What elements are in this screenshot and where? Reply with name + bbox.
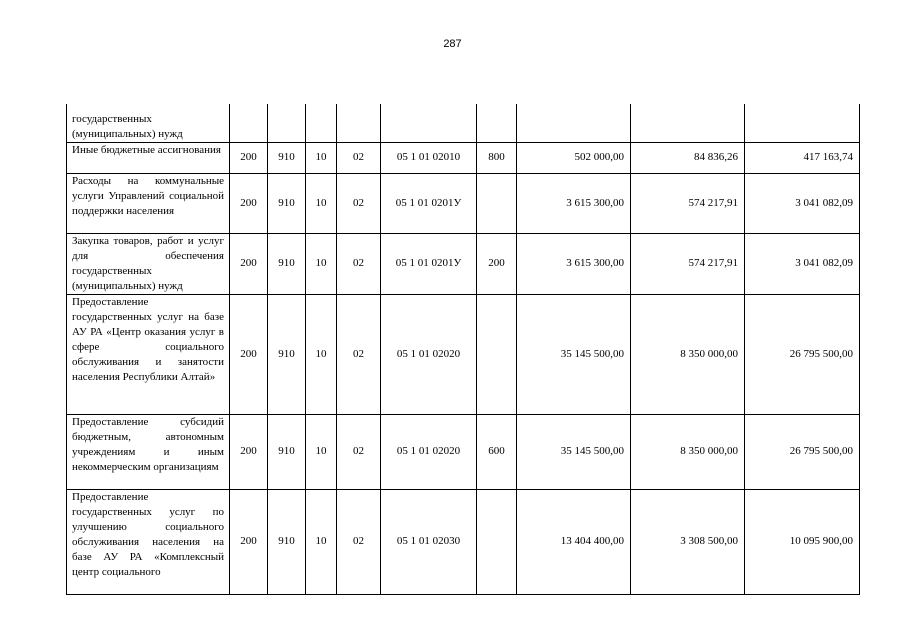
cell-target-article: 05 1 01 02030 — [381, 489, 477, 594]
table-row — [67, 414, 860, 489]
cell-expense-type — [477, 104, 517, 142]
cell-code-1: 200 — [230, 173, 268, 233]
page-number: 287 — [443, 38, 462, 50]
cell-value-3: 10 095 900,00 — [745, 489, 860, 594]
cell-expense-type — [477, 173, 517, 233]
cell-expense-type: 800 — [477, 142, 517, 173]
row-name: Предоставление государственных услуг на базе АУ РА «Центр оказания услуг в сфере социального обслуживания и занятости населения Республики Алтай» — [67, 294, 230, 414]
cell-expense-type: 600 — [477, 414, 517, 489]
cell-code-4: 02 — [337, 142, 381, 173]
table-row — [67, 233, 860, 294]
cell-value-3: 3 041 082,09 — [745, 173, 860, 233]
cell-target-article: 05 1 01 02010 — [381, 142, 477, 173]
cell-value-3: 26 795 500,00 — [745, 294, 860, 414]
cell-code-1 — [230, 104, 268, 142]
cell-code-4 — [337, 104, 381, 142]
cell-code-2: 910 — [268, 294, 306, 414]
cell-value-1 — [517, 104, 631, 142]
cell-value-3: 26 795 500,00 — [745, 414, 860, 489]
cell-value-1: 502 000,00 — [517, 142, 631, 173]
row-name: Расходы на коммунальные услуги Управлений социальной поддержки населения — [67, 173, 230, 233]
row-name: Предоставление субсидий бюджетным, автономным учреждениям и иным некоммерческим организациям — [67, 414, 230, 489]
cell-expense-type: 200 — [477, 233, 517, 294]
cell-value-2: 84 836,26 — [631, 142, 745, 173]
cell-expense-type — [477, 294, 517, 414]
cell-code-1: 200 — [230, 489, 268, 594]
budget-table — [66, 104, 860, 595]
cell-code-2: 910 — [268, 414, 306, 489]
cell-target-article: 05 1 01 0201У — [381, 173, 477, 233]
cell-value-1: 13 404 400,00 — [517, 489, 631, 594]
cell-code-3: 10 — [306, 233, 337, 294]
cell-value-3 — [745, 104, 860, 142]
table-row — [67, 104, 860, 142]
cell-code-3 — [306, 104, 337, 142]
cell-code-2: 910 — [268, 173, 306, 233]
cell-code-2: 910 — [268, 489, 306, 594]
cell-value-2: 8 350 000,00 — [631, 294, 745, 414]
row-name: Иные бюджетные ассигнования — [67, 142, 230, 173]
cell-value-1: 35 145 500,00 — [517, 414, 631, 489]
cell-code-1: 200 — [230, 294, 268, 414]
cell-code-3: 10 — [306, 142, 337, 173]
cell-target-article: 05 1 01 0201У — [381, 233, 477, 294]
table-row — [67, 142, 860, 173]
cell-value-2: 574 217,91 — [631, 173, 745, 233]
cell-target-article — [381, 104, 477, 142]
row-name: государственных (муниципальных) нужд — [67, 104, 230, 142]
row-name: Закупка товаров, работ и услуг для обеспечения государственных (муниципальных) нужд — [67, 233, 230, 294]
cell-code-4: 02 — [337, 173, 381, 233]
cell-code-4: 02 — [337, 233, 381, 294]
cell-value-3: 417 163,74 — [745, 142, 860, 173]
cell-value-3: 3 041 082,09 — [745, 233, 860, 294]
cell-value-2 — [631, 104, 745, 142]
table-row — [67, 294, 860, 414]
cell-code-3: 10 — [306, 173, 337, 233]
cell-code-3: 10 — [306, 414, 337, 489]
cell-value-2: 574 217,91 — [631, 233, 745, 294]
cell-value-2: 3 308 500,00 — [631, 489, 745, 594]
cell-code-2: 910 — [268, 233, 306, 294]
cell-code-4: 02 — [337, 414, 381, 489]
cell-value-1: 3 615 300,00 — [517, 173, 631, 233]
table-row — [67, 173, 860, 233]
cell-code-3: 10 — [306, 294, 337, 414]
table-row — [67, 489, 860, 594]
cell-code-3: 10 — [306, 489, 337, 594]
cell-code-1: 200 — [230, 142, 268, 173]
cell-code-2 — [268, 104, 306, 142]
row-name: Предоставление государственных услуг по улучшению социального обслуживания населения на базе АУ РА «Комплексный центр социального — [67, 489, 230, 594]
cell-value-2: 8 350 000,00 — [631, 414, 745, 489]
cell-expense-type — [477, 489, 517, 594]
cell-code-1: 200 — [230, 414, 268, 489]
cell-value-1: 35 145 500,00 — [517, 294, 631, 414]
cell-target-article: 05 1 01 02020 — [381, 414, 477, 489]
cell-target-article: 05 1 01 02020 — [381, 294, 477, 414]
cell-code-1: 200 — [230, 233, 268, 294]
cell-code-4: 02 — [337, 294, 381, 414]
cell-value-1: 3 615 300,00 — [517, 233, 631, 294]
cell-code-2: 910 — [268, 142, 306, 173]
cell-code-4: 02 — [337, 489, 381, 594]
